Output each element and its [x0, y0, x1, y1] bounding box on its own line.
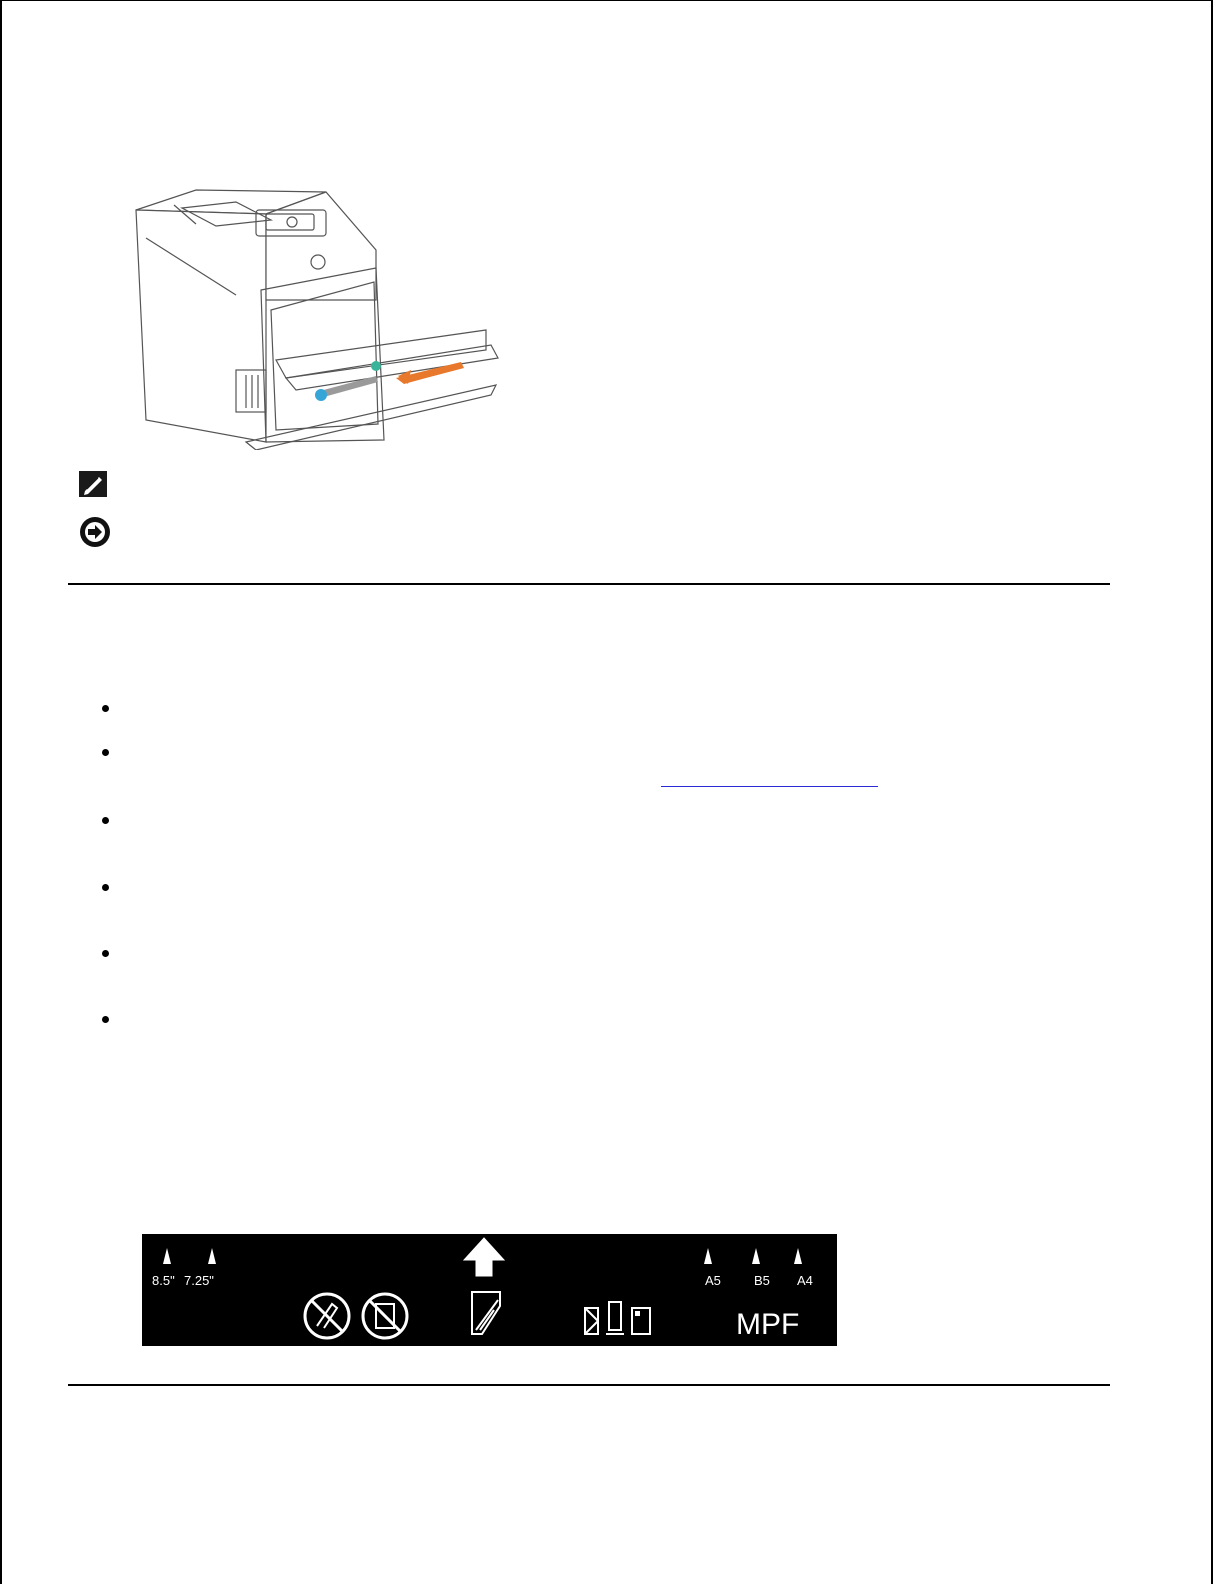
marker-triangle-icon: [794, 1248, 802, 1264]
marker-label: 7.25": [184, 1273, 214, 1288]
marker-triangle-icon: [208, 1248, 216, 1264]
mpf-label-strip: [142, 1234, 837, 1346]
list-item: [102, 817, 112, 827]
marker-triangle-icon: [704, 1248, 712, 1264]
list-item: [102, 1016, 112, 1026]
paper-loading-icon: [472, 1292, 500, 1334]
marker-label: A4: [797, 1273, 813, 1288]
section-divider: [68, 1384, 1110, 1386]
list-item: [102, 705, 112, 715]
tray-name: MPF: [736, 1308, 800, 1341]
list-item: [102, 884, 112, 894]
cross-reference-link[interactable]: [661, 786, 878, 787]
list-item: [102, 749, 112, 759]
no-paper-clip-icon: [305, 1294, 349, 1338]
marker-label: 8.5": [152, 1273, 175, 1288]
marker-triangle-icon: [163, 1248, 171, 1264]
marker-triangle-icon: [752, 1248, 760, 1264]
list-item: [102, 950, 112, 960]
marker-label: B5: [754, 1273, 770, 1288]
mpf-label-graphic: [142, 1234, 837, 1346]
feed-direction-arrow-icon: [464, 1238, 504, 1276]
no-label-sheet-icon: [363, 1294, 407, 1338]
envelope-orientation-icons: [585, 1302, 650, 1334]
marker-label: A5: [705, 1273, 721, 1288]
